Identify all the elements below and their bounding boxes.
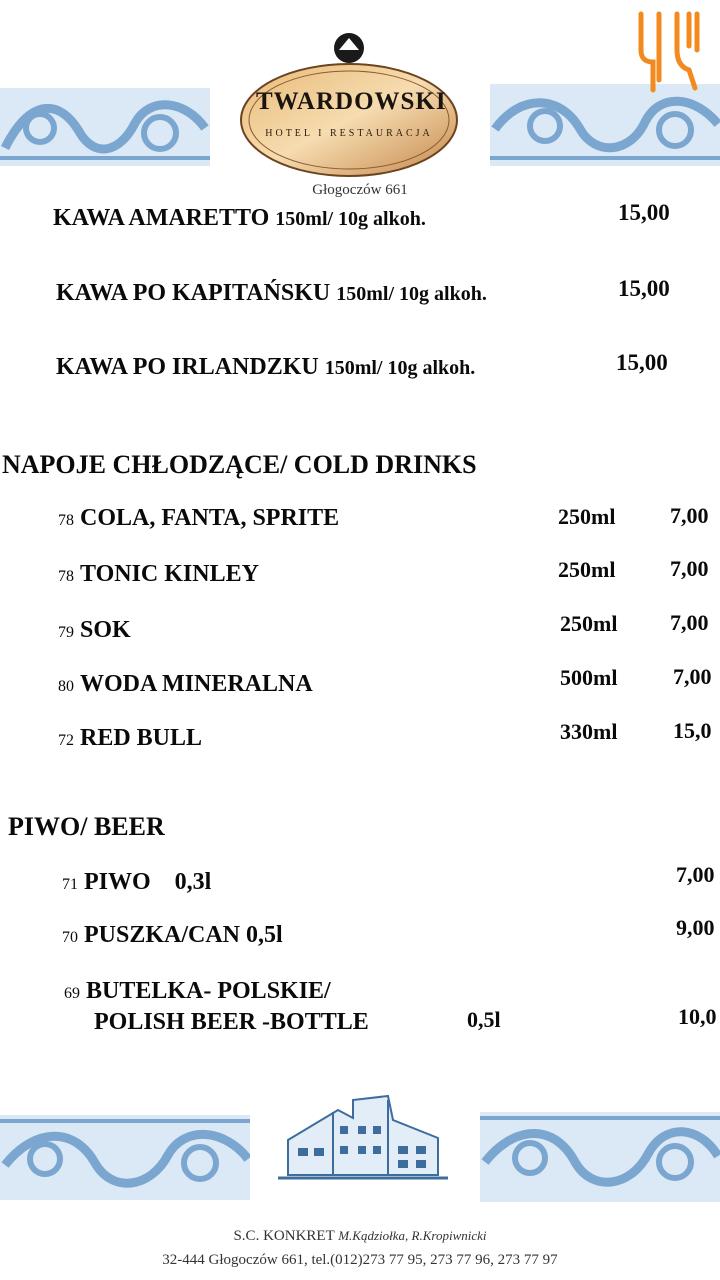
- drink-row: 78 COLA, FANTA, SPRITE: [58, 505, 340, 531]
- drink-price: 7,00: [670, 556, 709, 581]
- header-address: Głogoczów 661: [312, 182, 408, 198]
- coffee-price-2: 15,00: [618, 276, 670, 301]
- beer-row: 69 BUTELKA- POLSKIE/ POLISH BEER -BOTTLE: [64, 978, 369, 1035]
- drink-row: 80 WODA MINERALNA: [58, 671, 313, 697]
- item-name: KAWA AMARETTO: [53, 205, 270, 231]
- drink-price: 7,00: [673, 664, 712, 689]
- drink-price: 15,0: [673, 718, 712, 743]
- ornament-bottom-left: [0, 1115, 250, 1200]
- ornament-bottom-right: [480, 1112, 720, 1202]
- item-spec: 150ml/ 10g alkoh.: [324, 357, 476, 379]
- footer-contact: 32-444 Głogoczów 661, tel.(012)273 77 95, 273 77 96, 273 77 97: [162, 1252, 558, 1268]
- drink-volume: 250ml: [558, 504, 616, 529]
- logo: [238, 30, 460, 180]
- coffee-price-1: 15,00: [618, 200, 670, 225]
- coffee-item-3: [56, 354, 475, 381]
- drink-price: 7,00: [670, 610, 709, 635]
- item-name: KAWA PO IRLANDZKU: [56, 354, 319, 380]
- beer-volume: 0,5l: [467, 1007, 501, 1032]
- hotel-building-illustration: [278, 1090, 448, 1185]
- fork-knife-icon: [633, 10, 703, 94]
- beer-price: 10,0: [678, 1004, 717, 1029]
- drink-row: 72 RED BULL: [58, 725, 203, 751]
- beer-volume: 0,5l: [246, 922, 283, 948]
- section-title-cold-drinks: NAPOJE CHŁODZĄCE/ COLD DRINKS: [2, 450, 477, 479]
- drink-volume: 500ml: [560, 665, 618, 690]
- drink-volume: 330ml: [560, 719, 618, 744]
- coffee-price-3: 15,00: [616, 350, 668, 375]
- item-name: KAWA PO KAPITAŃSKU: [56, 280, 331, 306]
- ornament-top-right: [490, 84, 720, 166]
- beer-row: 70 PUSZKA/CAN 0,5l: [62, 922, 283, 948]
- footer-company: S.C. KONKRET M.Kądziołka, R.Kropiwnicki: [233, 1228, 487, 1244]
- coffee-item-1: [53, 205, 426, 232]
- logo-subtext: HOTEL I RESTAURACJA: [265, 128, 433, 139]
- drink-row: 78 TONIC KINLEY: [58, 561, 259, 587]
- drink-volume: 250ml: [560, 611, 618, 636]
- drink-price: 7,00: [670, 503, 709, 528]
- drink-volume: 250ml: [558, 557, 616, 582]
- ornament-top-left: [0, 88, 210, 166]
- beer-price: 7,00: [676, 862, 715, 887]
- coffee-item-2: [56, 280, 487, 307]
- section-title-beer: PIWO/ BEER: [8, 812, 165, 841]
- drink-row: 79 SOK: [58, 617, 131, 643]
- logo-text: TWARDOWSKI: [256, 88, 447, 115]
- beer-volume: 0,3l: [174, 869, 212, 895]
- beer-price: 9,00: [676, 915, 715, 940]
- beer-row: 71 PIWO 0,3l: [62, 869, 212, 895]
- item-spec: 150ml/ 10g alkoh.: [275, 208, 426, 230]
- item-spec: 150ml/ 10g alkoh.: [336, 283, 487, 305]
